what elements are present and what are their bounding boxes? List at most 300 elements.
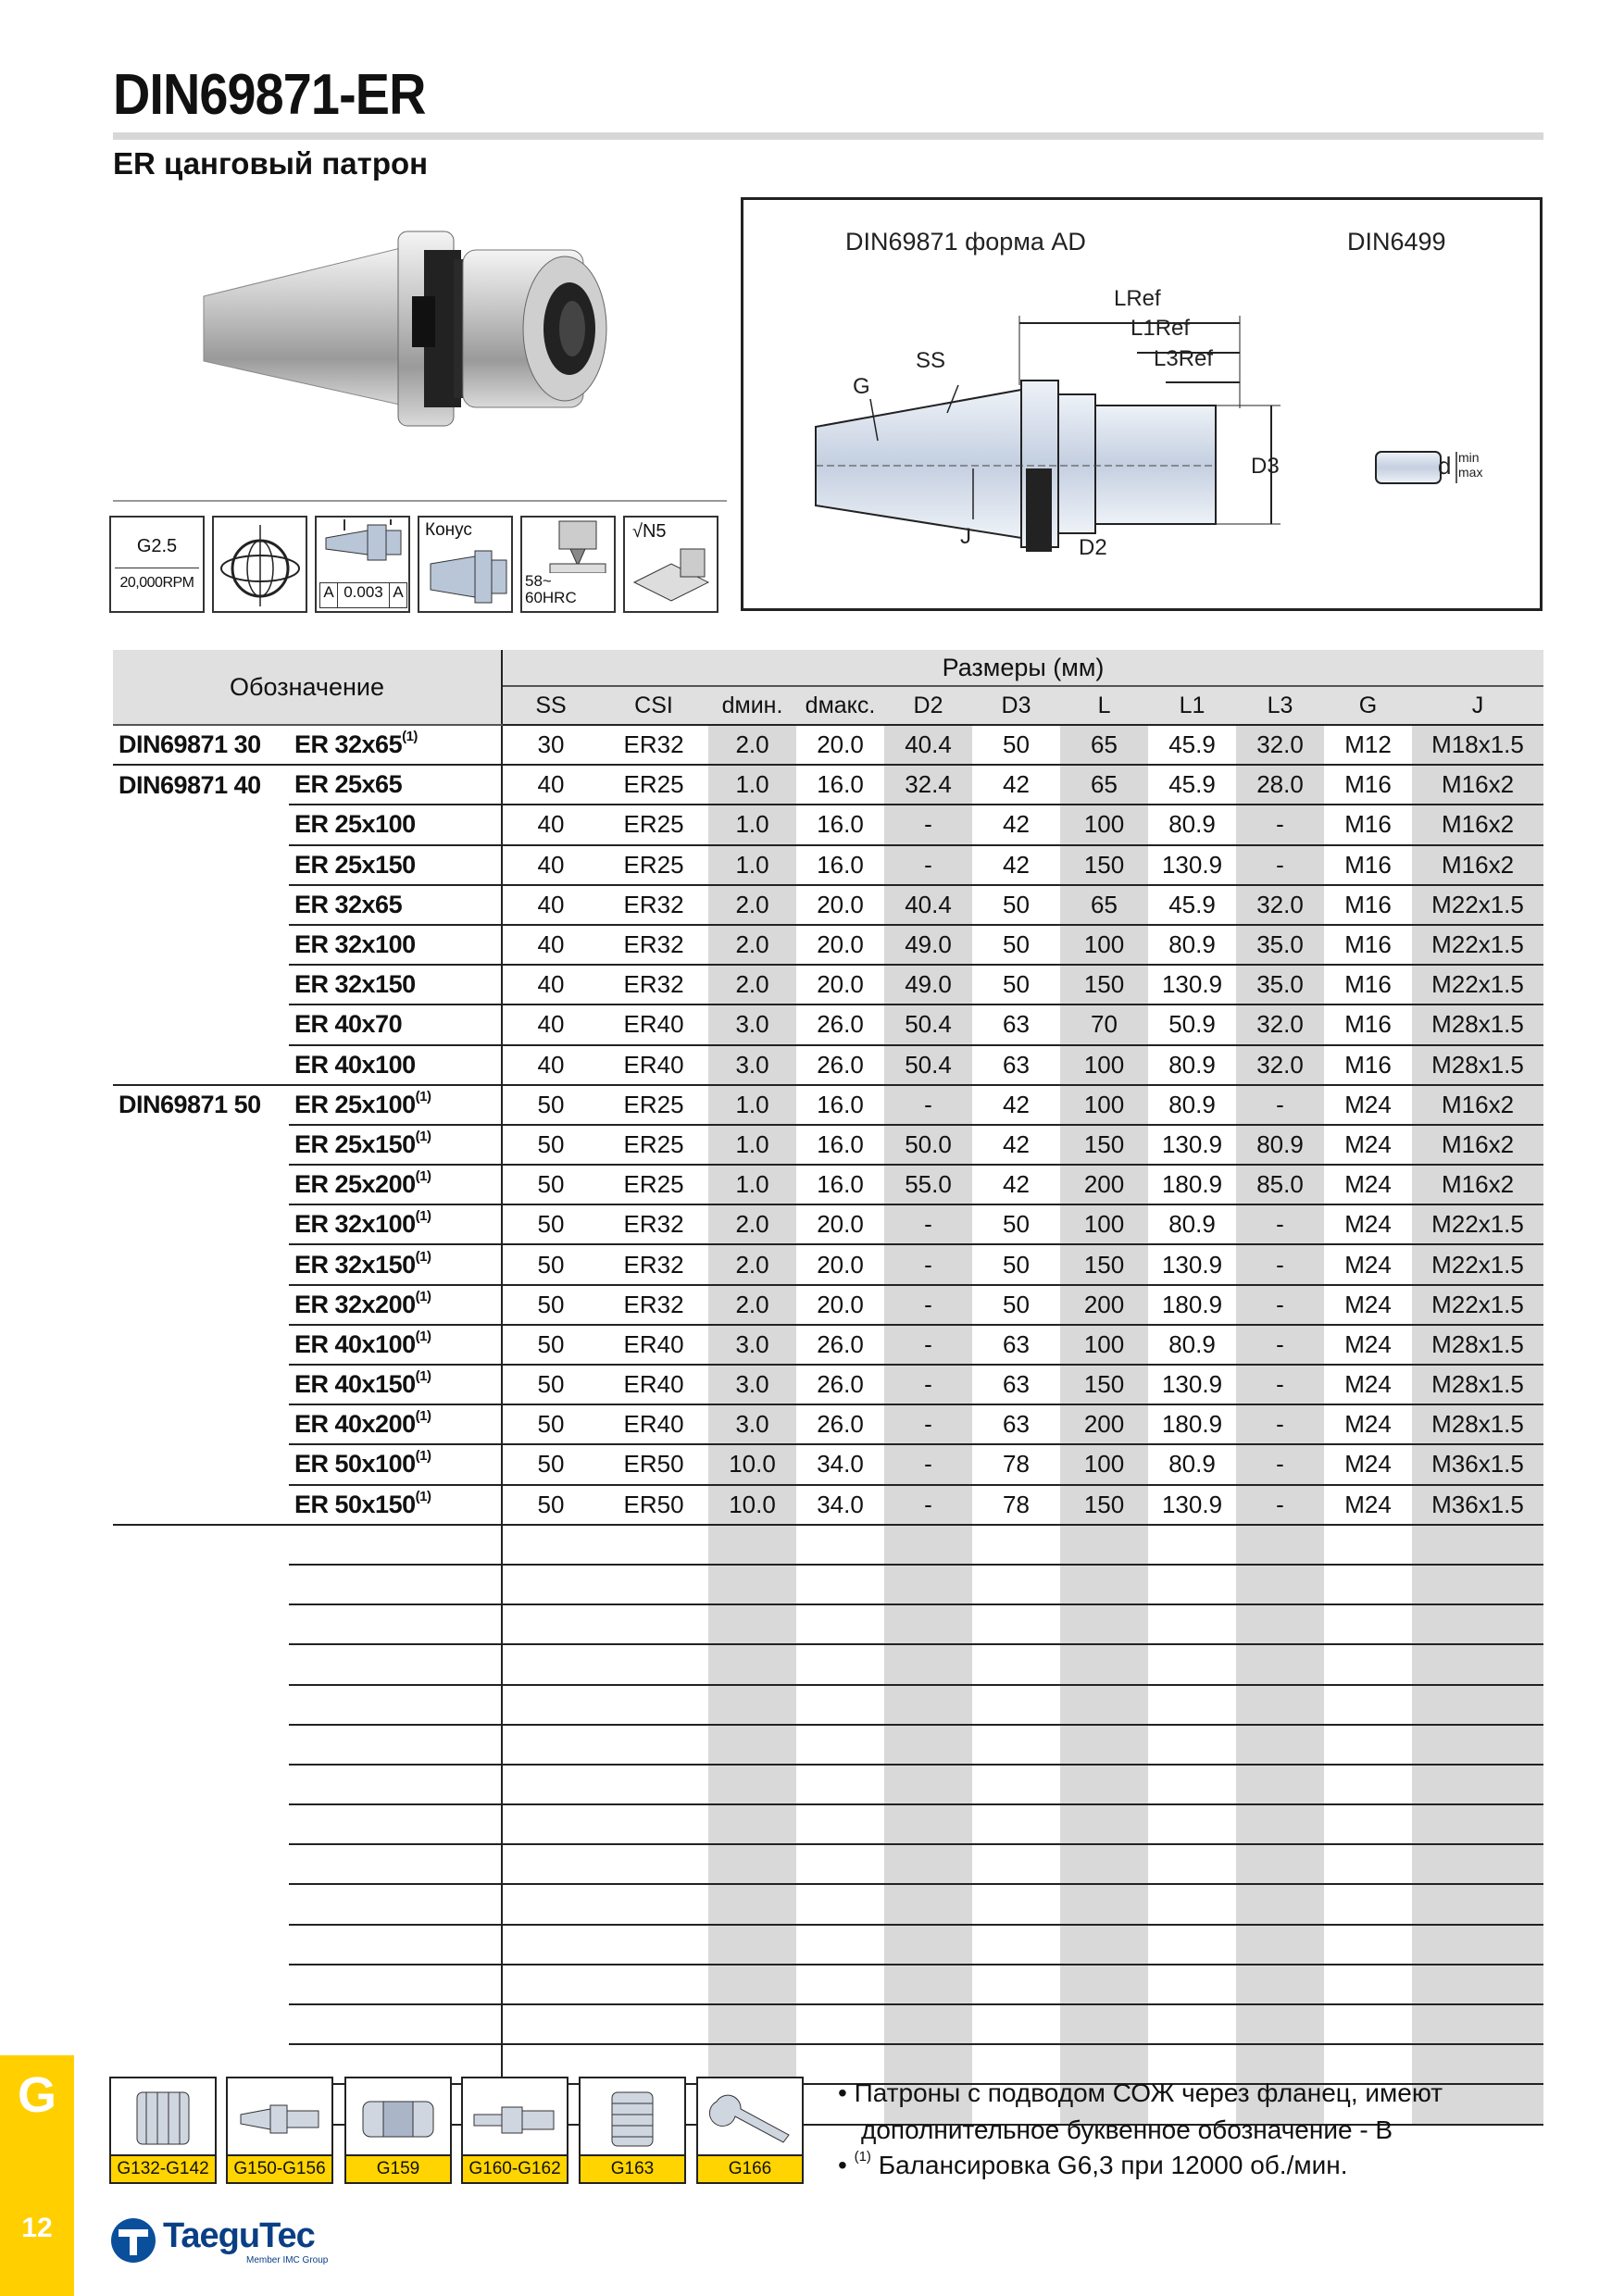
- empty-cell: [1324, 1844, 1412, 1884]
- cell-ss: 40: [502, 925, 599, 965]
- model-code: [289, 1404, 502, 1444]
- empty-cell: [1236, 1925, 1324, 1965]
- holder-series: DIN69871 40: [119, 770, 261, 799]
- empty-cell: [1148, 1925, 1236, 1965]
- cell-dмин: 3.0: [708, 1045, 796, 1085]
- designation-header: Обозначение: [113, 650, 502, 725]
- cell-l3: -: [1236, 1204, 1324, 1244]
- cell-l3: 32.0: [1236, 885, 1324, 925]
- empty-cell: [1060, 1765, 1148, 1804]
- holder-series: [113, 1325, 289, 1365]
- cell-l3: -: [1236, 1404, 1324, 1444]
- cell-g: M24: [1324, 1285, 1412, 1325]
- cell-g: M16: [1324, 1045, 1412, 1085]
- empty-cell: [502, 1644, 599, 1684]
- cell-d2: -: [884, 1085, 972, 1125]
- cell-dмин: 1.0: [708, 1085, 796, 1125]
- footnote-marker: (1): [415, 1128, 431, 1144]
- section-letter: G: [17, 2067, 56, 2123]
- empty-cell: [796, 1525, 884, 1565]
- empty-cell: [1236, 1765, 1324, 1804]
- holder-series: [113, 965, 289, 1004]
- cell-d3: 50: [972, 1204, 1060, 1244]
- cell-g: M24: [1324, 1444, 1412, 1484]
- table-row: [113, 1444, 1543, 1484]
- empty-cell: [599, 1765, 708, 1804]
- holder-series: [113, 1045, 289, 1085]
- model-code-text: ER 32x150: [294, 970, 416, 999]
- empty-cell: [113, 1884, 289, 1924]
- empty-cell: [599, 1604, 708, 1644]
- dimension-j: J: [960, 524, 971, 549]
- cell-l: 150: [1060, 965, 1148, 1004]
- empty-cell: [289, 1844, 502, 1884]
- empty-cell: [599, 2004, 708, 2044]
- holder-series: [113, 1204, 289, 1244]
- related-item-page: G166: [698, 2154, 802, 2182]
- footnote-marker: (1): [415, 1208, 431, 1225]
- note-balancing-marker: (1): [854, 2149, 871, 2165]
- cell-dмакс: 16.0: [796, 845, 884, 885]
- empty-row: [113, 1884, 1543, 1924]
- empty-cell: [113, 1725, 289, 1765]
- cell-d2: 50.4: [884, 1045, 972, 1085]
- empty-cell: [113, 1804, 289, 1844]
- cell-d3: 63: [972, 1404, 1060, 1444]
- model-code: [289, 1365, 502, 1404]
- column-header: L3: [1236, 686, 1324, 725]
- cell-csi: ER25: [599, 1085, 708, 1125]
- model-code-text: ER 32x65: [294, 890, 403, 918]
- empty-cell: [289, 1884, 502, 1924]
- cell-dмин: 2.0: [708, 885, 796, 925]
- cell-j: M16x2: [1412, 1085, 1543, 1125]
- hardness-icon: [520, 516, 616, 613]
- empty-cell: [502, 2004, 599, 2044]
- column-header: J: [1412, 686, 1543, 725]
- empty-cell: [599, 1644, 708, 1684]
- empty-cell: [1060, 1884, 1148, 1924]
- related-item-g160-g162[interactable]: [461, 2077, 568, 2184]
- empty-cell: [1148, 1765, 1236, 1804]
- note-coolant: [838, 2078, 1443, 2108]
- empty-cell: [1412, 1685, 1543, 1725]
- cell-ss: 50: [502, 1085, 599, 1125]
- empty-cell: [972, 1525, 1060, 1565]
- empty-cell: [796, 1565, 884, 1604]
- cell-dмакс: 20.0: [796, 725, 884, 765]
- runout-datum-2: A: [393, 583, 404, 601]
- model-code-text: ER 25x65: [294, 770, 403, 799]
- balance-spec-icon: [109, 516, 205, 613]
- cell-csi: ER25: [599, 1165, 708, 1204]
- model-code-text: ER 50x150: [294, 1490, 416, 1518]
- cell-j: M18x1.5: [1412, 725, 1543, 765]
- cell-g: M24: [1324, 1485, 1412, 1525]
- cell-dмин: 2.0: [708, 1285, 796, 1325]
- empty-row: [113, 1644, 1543, 1684]
- empty-cell: [1324, 1525, 1412, 1565]
- cell-dмин: 1.0: [708, 805, 796, 844]
- cell-dмин: 3.0: [708, 1365, 796, 1404]
- taper-label: Конус: [425, 520, 472, 540]
- cell-d3: 50: [972, 1244, 1060, 1284]
- footnote-marker: (1): [415, 1168, 431, 1185]
- footnote-marker: (1): [415, 1288, 431, 1304]
- model-code-text: ER 32x65: [294, 730, 403, 759]
- model-code: [289, 1485, 502, 1525]
- empty-cell: [884, 1844, 972, 1884]
- empty-cell: [708, 1604, 796, 1644]
- empty-cell: [708, 2004, 796, 2044]
- footnote-marker: (1): [402, 729, 418, 745]
- related-item-page: G159: [346, 2154, 450, 2182]
- cell-dмакс: 20.0: [796, 1285, 884, 1325]
- cell-g: M24: [1324, 1125, 1412, 1165]
- cell-j: M22x1.5: [1412, 925, 1543, 965]
- cell-csi: ER50: [599, 1444, 708, 1484]
- cell-dмин: 2.0: [708, 965, 796, 1004]
- cell-dмакс: 26.0: [796, 1004, 884, 1044]
- cell-dмин: 2.0: [708, 725, 796, 765]
- cell-csi: ER40: [599, 1404, 708, 1444]
- empty-cell: [1148, 1604, 1236, 1644]
- cell-l3: 32.0: [1236, 1004, 1324, 1044]
- empty-cell: [1060, 1644, 1148, 1684]
- cell-l: 65: [1060, 765, 1148, 805]
- holder-series: [113, 845, 289, 885]
- cell-j: M16x2: [1412, 765, 1543, 805]
- related-item-g150-g156[interactable]: [226, 2077, 333, 2184]
- cell-csi: ER25: [599, 765, 708, 805]
- model-code-text: ER 25x100: [294, 810, 416, 839]
- empty-cell: [972, 1884, 1060, 1924]
- cell-l: 65: [1060, 885, 1148, 925]
- empty-cell: [796, 1925, 884, 1965]
- cell-g: M16: [1324, 765, 1412, 805]
- empty-cell: [113, 1925, 289, 1965]
- holder-series: [113, 805, 289, 844]
- empty-row: [113, 1765, 1543, 1804]
- cell-l3: -: [1236, 1085, 1324, 1125]
- empty-cell: [113, 1685, 289, 1725]
- cell-d2: 32.4: [884, 765, 972, 805]
- empty-cell: [796, 1725, 884, 1765]
- dimension-d3: D3: [1251, 454, 1280, 479]
- diagram-collet-standard: DIN6499: [1347, 228, 1446, 256]
- cell-l: 200: [1060, 1285, 1148, 1325]
- empty-cell: [1412, 2004, 1543, 2044]
- empty-cell: [1148, 1685, 1236, 1725]
- cell-csi: ER25: [599, 1125, 708, 1165]
- cell-j: M16x2: [1412, 805, 1543, 844]
- empty-cell: [708, 1525, 796, 1565]
- empty-cell: [1412, 1844, 1543, 1884]
- dimension-g: G: [853, 374, 870, 399]
- table-row: [113, 1404, 1543, 1444]
- cell-dмакс: 20.0: [796, 1244, 884, 1284]
- cell-d3: 50: [972, 925, 1060, 965]
- note-balancing: [838, 2151, 1348, 2180]
- cell-ss: 40: [502, 805, 599, 844]
- cell-dмакс: 16.0: [796, 1125, 884, 1165]
- cell-d3: 42: [972, 805, 1060, 844]
- model-code: [289, 1165, 502, 1204]
- cell-l1: 180.9: [1148, 1285, 1236, 1325]
- cell-dмин: 3.0: [708, 1325, 796, 1365]
- cell-l3: -: [1236, 1244, 1324, 1284]
- runout-value: 0.003: [338, 583, 390, 607]
- cell-l3: 85.0: [1236, 1165, 1324, 1204]
- holder-series: [113, 885, 289, 925]
- empty-cell: [1060, 1804, 1148, 1844]
- empty-cell: [502, 1604, 599, 1644]
- empty-cell: [972, 1604, 1060, 1644]
- cell-dмакс: 26.0: [796, 1325, 884, 1365]
- cell-l1: 180.9: [1148, 1404, 1236, 1444]
- empty-cell: [1324, 1884, 1412, 1924]
- cell-d2: -: [884, 845, 972, 885]
- related-item-page: G163: [581, 2154, 684, 2182]
- cell-dмакс: 20.0: [796, 1204, 884, 1244]
- empty-cell: [972, 1925, 1060, 1965]
- photo-divider: [113, 500, 727, 502]
- cell-l3: 28.0: [1236, 765, 1324, 805]
- cell-j: M22x1.5: [1412, 1244, 1543, 1284]
- dimension-l3ref: L3Ref: [1154, 346, 1214, 371]
- holder-series: [113, 1125, 289, 1165]
- table-row: [113, 885, 1543, 925]
- cell-dмин: 10.0: [708, 1485, 796, 1525]
- cell-ss: 50: [502, 1204, 599, 1244]
- cell-csi: ER40: [599, 1004, 708, 1044]
- cell-dмакс: 16.0: [796, 1085, 884, 1125]
- cell-l3: 32.0: [1236, 725, 1324, 765]
- empty-cell: [1236, 1685, 1324, 1725]
- empty-cell: [1236, 1725, 1324, 1765]
- table-row: [113, 1325, 1543, 1365]
- empty-cell: [884, 1925, 972, 1965]
- cell-d3: 78: [972, 1485, 1060, 1525]
- model-code-text: ER 32x200: [294, 1290, 416, 1318]
- table-row: [113, 845, 1543, 885]
- empty-cell: [796, 1685, 884, 1725]
- column-header: D3: [972, 686, 1060, 725]
- cell-l1: 130.9: [1148, 1485, 1236, 1525]
- hardness-range: 58~: [525, 572, 552, 590]
- runout-icon: [315, 516, 410, 613]
- model-code: [289, 725, 502, 765]
- empty-cell: [1236, 1884, 1324, 1924]
- cell-l3: 35.0: [1236, 965, 1324, 1004]
- cell-g: M12: [1324, 725, 1412, 765]
- empty-cell: [502, 1965, 599, 2004]
- cell-l1: 130.9: [1148, 965, 1236, 1004]
- cell-l1: 180.9: [1148, 1165, 1236, 1204]
- diagram-form-label: DIN69871 форма AD: [845, 228, 1086, 256]
- empty-cell: [796, 2004, 884, 2044]
- empty-cell: [1324, 1925, 1412, 1965]
- dimension-ss: SS: [916, 348, 946, 373]
- empty-cell: [1148, 1965, 1236, 2004]
- empty-cell: [502, 1765, 599, 1804]
- cell-l1: 80.9: [1148, 1085, 1236, 1125]
- cell-d3: 50: [972, 1285, 1060, 1325]
- empty-cell: [1412, 1565, 1543, 1604]
- model-code: [289, 805, 502, 844]
- empty-cell: [884, 1884, 972, 1924]
- cell-l1: 45.9: [1148, 885, 1236, 925]
- cell-j: M28x1.5: [1412, 1325, 1543, 1365]
- cell-l3: -: [1236, 1365, 1324, 1404]
- holder-series: DIN69871 50: [119, 1091, 261, 1119]
- model-code: [289, 1125, 502, 1165]
- cell-l: 200: [1060, 1165, 1148, 1204]
- model-code: [289, 965, 502, 1004]
- hardness-unit: 60HRC: [525, 589, 577, 606]
- cell-dмакс: 16.0: [796, 765, 884, 805]
- model-code-text: ER 40x100: [294, 1050, 416, 1079]
- cell-ss: 50: [502, 1444, 599, 1484]
- related-item-g132-g142[interactable]: [109, 2077, 217, 2184]
- table-row: [113, 1085, 1543, 1125]
- cell-dмин: 3.0: [708, 1404, 796, 1444]
- table-body: [113, 725, 1543, 2125]
- empty-cell: [1236, 1844, 1324, 1884]
- empty-cell: [1412, 1525, 1543, 1565]
- model-code-text: ER 50x100: [294, 1450, 416, 1479]
- cell-d3: 63: [972, 1045, 1060, 1085]
- cell-g: M16: [1324, 885, 1412, 925]
- note-coolant-line2: дополнительное буквенное обозначение - В: [861, 2115, 1393, 2144]
- empty-cell: [1060, 1685, 1148, 1725]
- empty-cell: [972, 1685, 1060, 1725]
- empty-cell: [289, 1925, 502, 1965]
- page-title: DIN69871-ER: [113, 63, 426, 127]
- cell-j: M22x1.5: [1412, 1204, 1543, 1244]
- empty-cell: [289, 1765, 502, 1804]
- cell-l3: -: [1236, 1285, 1324, 1325]
- cell-l1: 130.9: [1148, 1365, 1236, 1404]
- cell-d3: 42: [972, 765, 1060, 805]
- specification-table: [113, 650, 1543, 2126]
- cell-dмакс: 26.0: [796, 1365, 884, 1404]
- table-row: [113, 1244, 1543, 1284]
- empty-cell: [502, 1525, 599, 1565]
- empty-cell: [113, 1965, 289, 2004]
- column-header: D2: [884, 686, 972, 725]
- empty-row: [113, 2004, 1543, 2044]
- cell-l1: 130.9: [1148, 1125, 1236, 1165]
- cell-dмин: 1.0: [708, 1165, 796, 1204]
- cell-g: M24: [1324, 1085, 1412, 1125]
- cell-ss: 50: [502, 1325, 599, 1365]
- cell-ss: 50: [502, 1404, 599, 1444]
- table-row: [113, 965, 1543, 1004]
- pull-stud-icon: [468, 2083, 561, 2155]
- empty-cell: [1148, 1884, 1236, 1924]
- empty-cell: [796, 1884, 884, 1924]
- cell-csi: ER40: [599, 1045, 708, 1085]
- empty-row: [113, 1965, 1543, 2004]
- holder-series: DIN69871 30: [113, 725, 289, 765]
- cell-j: M22x1.5: [1412, 965, 1543, 1004]
- cell-d3: 63: [972, 1004, 1060, 1044]
- empty-cell: [796, 1965, 884, 2004]
- empty-cell: [1148, 1804, 1236, 1844]
- cell-dмин: 2.0: [708, 1204, 796, 1244]
- model-code-text: ER 25x100: [294, 1090, 416, 1118]
- related-item-g159[interactable]: [344, 2077, 452, 2184]
- empty-row: [113, 1844, 1543, 1884]
- empty-cell: [113, 1604, 289, 1644]
- cell-l: 150: [1060, 845, 1148, 885]
- cell-l3: -: [1236, 805, 1324, 844]
- holder-series: [113, 1285, 289, 1325]
- empty-cell: [599, 1844, 708, 1884]
- empty-cell: [884, 1565, 972, 1604]
- cell-j: M16x2: [1412, 1165, 1543, 1204]
- page-subtitle: ER цанговый патрон: [113, 146, 429, 181]
- cell-l3: -: [1236, 1444, 1324, 1484]
- empty-cell: [1412, 1644, 1543, 1684]
- technical-diagram: [741, 197, 1543, 611]
- empty-cell: [1060, 1604, 1148, 1644]
- empty-cell: [502, 1725, 599, 1765]
- cell-d2: -: [884, 1365, 972, 1404]
- empty-cell: [289, 1804, 502, 1844]
- related-item-g166[interactable]: [696, 2077, 804, 2184]
- holder-series: [113, 1244, 289, 1284]
- model-code-text: ER 25x150: [294, 850, 416, 879]
- cell-dмакс: 26.0: [796, 1045, 884, 1085]
- cell-l3: -: [1236, 845, 1324, 885]
- collet-chuck-icon: [233, 2083, 326, 2155]
- empty-cell: [972, 1644, 1060, 1684]
- cell-d2: 50.0: [884, 1125, 972, 1165]
- empty-cell: [708, 1844, 796, 1884]
- cell-dмин: 2.0: [708, 925, 796, 965]
- nut-icon: [586, 2083, 679, 2155]
- empty-cell: [796, 1804, 884, 1844]
- empty-cell: [708, 1565, 796, 1604]
- dimension-d-max: max: [1458, 465, 1483, 480]
- cell-d3: 42: [972, 1085, 1060, 1125]
- cell-d3: 42: [972, 845, 1060, 885]
- cell-l1: 80.9: [1148, 1325, 1236, 1365]
- table-row: [113, 1285, 1543, 1325]
- column-header: SS: [502, 686, 599, 725]
- cell-j: M36x1.5: [1412, 1485, 1543, 1525]
- cell-d2: 49.0: [884, 965, 972, 1004]
- empty-cell: [289, 1644, 502, 1684]
- empty-cell: [708, 1644, 796, 1684]
- cell-ss: 40: [502, 845, 599, 885]
- cell-l: 100: [1060, 1325, 1148, 1365]
- dimension-d-min: min: [1458, 450, 1480, 465]
- empty-cell: [1148, 1725, 1236, 1765]
- cell-csi: ER25: [599, 805, 708, 844]
- column-header: G: [1324, 686, 1412, 725]
- empty-cell: [502, 1565, 599, 1604]
- bullet: •: [838, 2151, 847, 2179]
- related-item-g163[interactable]: [579, 2077, 686, 2184]
- cell-l1: 130.9: [1148, 1244, 1236, 1284]
- cell-j: M22x1.5: [1412, 1285, 1543, 1325]
- empty-cell: [708, 1765, 796, 1804]
- cell-l: 150: [1060, 1244, 1148, 1284]
- empty-cell: [884, 1604, 972, 1644]
